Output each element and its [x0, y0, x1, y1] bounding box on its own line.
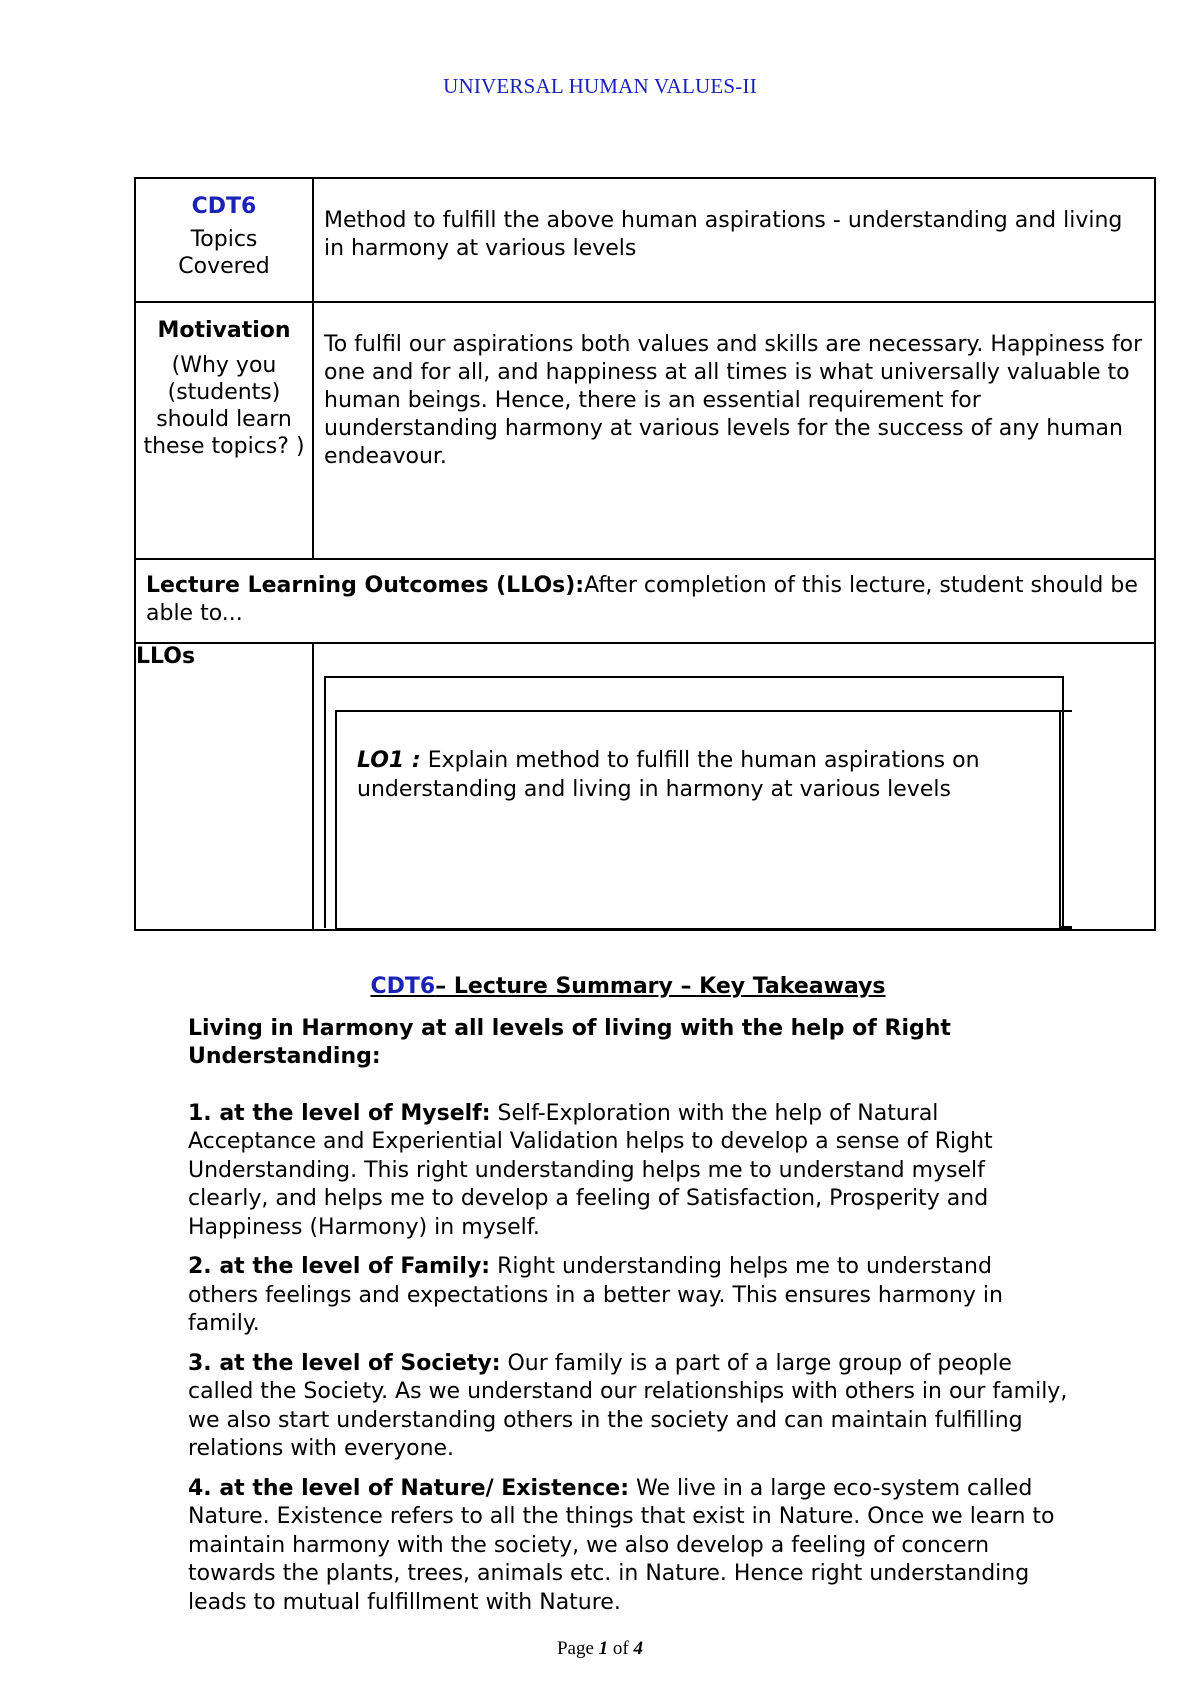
lo1-description: Explain method to fulfill the human aspirations on understanding and living in harmony at various levels: [357, 748, 980, 802]
topics-covered-label: Topics Covered: [178, 227, 270, 279]
lo-frame-rule-bottom: [1060, 926, 1072, 929]
summary-title-text: – Lecture Summary – Key Takeaways: [435, 974, 886, 999]
page-footer: [0, 1638, 1200, 1660]
llos-row: [135, 643, 1155, 930]
lo-frame-inner: [335, 710, 1061, 931]
llo-heading-row: [135, 559, 1155, 643]
summary-point-society: [188, 1350, 1068, 1464]
lo1-text: [357, 746, 1047, 804]
lo-box: [314, 644, 1154, 929]
topics-row: [135, 178, 1155, 302]
point-heading: 3. at the level of Society:: [188, 1350, 501, 1376]
topics-covered-text: Method to fulfill the above human aspirations - understanding and living in harmony at various levels: [324, 208, 1123, 261]
summary-title-code: CDT6: [370, 974, 436, 999]
summary-title: [188, 973, 1068, 1002]
page-of-label: of: [608, 1638, 634, 1659]
summary-point-myself: [188, 1100, 1068, 1243]
llo-heading-bold: Lecture Learning Outcomes (LLOs):: [146, 573, 585, 598]
motivation-sublabel: (Why you (students) should learn these topics? ): [143, 353, 305, 459]
motivation-label: Motivation: [157, 318, 291, 343]
llo-heading-text: After completion of this lecture, student should be able to...: [146, 573, 1138, 626]
page-number: 1: [598, 1638, 609, 1659]
document-header: UNIVERSAL HUMAN VALUES-II: [443, 74, 757, 98]
summary-intro: Living in Harmony at all levels of living with the help of Right Understanding:: [188, 1015, 951, 1069]
point-heading: 2. at the level of Family:: [188, 1254, 491, 1279]
lo1-tag: LO1 :: [357, 748, 421, 773]
point-text: Right understanding helps me to understand others feelings and expectations in a better way. This ensures harmony in family.: [188, 1254, 1003, 1336]
lecture-plan-table: [134, 177, 1156, 931]
cdt-code: CDT6: [191, 194, 257, 219]
llo-heading: [136, 560, 1154, 628]
point-heading: 4. at the level of Nature/ Existence:: [188, 1475, 629, 1501]
point-heading: 1. at the level of Myself:: [188, 1100, 491, 1126]
page-total: 4: [633, 1638, 643, 1659]
point-text: We live in a large eco-system called Nature. Existence refers to all the things that exist in Nature. Once we learn to maintain harmony with the society, we also develop a feeling of concern towards the plants, trees, animals etc. in Nature. Hence right understanding leads to mutual fulfillment with Nature.: [188, 1475, 1055, 1615]
summary-point-nature: [188, 1475, 1068, 1618]
llos-label: LLOs: [135, 643, 313, 930]
lecture-summary: [188, 973, 1068, 1628]
point-text: Self-Exploration with the help of Natural Acceptance and Experiential Validation helps to develop a sense of Right Understanding. This right understanding helps me to understand myself clearly, and helps me to develop a feeling of Satisfaction, Prosperity and Happiness (Harmony) in myself.: [188, 1100, 993, 1240]
summary-point-family: [188, 1253, 1068, 1339]
page-label: Page: [556, 1638, 599, 1659]
motivation-text: To fulfil our aspirations both values and skills are necessary. Happiness for one and for all, and happiness at all times is what universally valuable to human beings. Hence, there is an essential requirement for uunderstanding harmony at various levels for the success of any human endeavour.: [324, 332, 1143, 469]
motivation-row: [135, 302, 1155, 559]
lo-frame-rule: [1060, 710, 1072, 712]
point-text: Our family is a part of a large group of people called the Society. As we understand our relationships with others in our family, we also start understanding others in the society and can maintain fulfilling relations with everyone.: [188, 1350, 1068, 1461]
